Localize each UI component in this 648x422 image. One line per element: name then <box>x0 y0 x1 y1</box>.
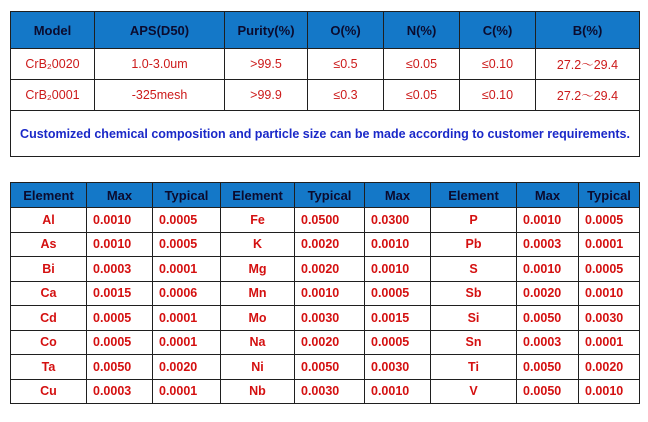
value-cell: 0.0020 <box>153 355 221 380</box>
spec-cell: ≤0.05 <box>384 49 460 80</box>
impurity-row <box>11 355 640 380</box>
element-cell: As <box>11 232 87 257</box>
value-cell: 0.0001 <box>153 379 221 404</box>
impurity-row <box>11 257 640 282</box>
element-cell: Mn <box>221 281 295 306</box>
value-cell: 0.0005 <box>87 330 153 355</box>
element-cell: Ni <box>221 355 295 380</box>
impurity-header-cell: Typical <box>295 183 365 208</box>
impurity-header-cell: Max <box>365 183 431 208</box>
impurity-table <box>10 182 640 404</box>
element-cell: Mg <box>221 257 295 282</box>
value-cell: 0.0500 <box>295 208 365 233</box>
spec-header-row <box>11 12 640 49</box>
value-cell: 0.0010 <box>517 208 579 233</box>
impurity-header-cell: Element <box>431 183 517 208</box>
impurity-row <box>11 379 640 404</box>
spec-cell: >99.5 <box>225 49 308 80</box>
value-cell: 0.0020 <box>295 232 365 257</box>
value-cell: 0.0030 <box>579 306 640 331</box>
spec-row <box>11 49 640 80</box>
element-cell: P <box>431 208 517 233</box>
value-cell: 0.0010 <box>295 281 365 306</box>
value-cell: 0.0050 <box>517 355 579 380</box>
value-cell: 0.0010 <box>365 379 431 404</box>
impurity-row <box>11 232 640 257</box>
spec-cell: CrB₂0001 <box>11 80 95 111</box>
value-cell: 0.0003 <box>87 379 153 404</box>
element-cell: Ti <box>431 355 517 380</box>
spec-cell: >99.9 <box>225 80 308 111</box>
spec-cell: 1.0-3.0um <box>95 49 225 80</box>
impurity-header-cell: Element <box>221 183 295 208</box>
impurity-row <box>11 208 640 233</box>
value-cell: 0.0010 <box>579 379 640 404</box>
impurity-header-cell: Element <box>11 183 87 208</box>
spec-header-cell: Model <box>11 12 95 49</box>
value-cell: 0.0005 <box>365 330 431 355</box>
spec-cell: CrB₂0020 <box>11 49 95 80</box>
value-cell: 0.0001 <box>153 257 221 282</box>
element-cell: Sb <box>431 281 517 306</box>
value-cell: 0.0010 <box>579 281 640 306</box>
element-cell: Si <box>431 306 517 331</box>
spec-note-row <box>11 111 640 157</box>
element-cell: V <box>431 379 517 404</box>
element-cell: Sn <box>431 330 517 355</box>
spec-row <box>11 80 640 111</box>
element-cell: Ta <box>11 355 87 380</box>
value-cell: 0.0020 <box>295 257 365 282</box>
spec-cell: 27.2～29.4 <box>536 49 640 80</box>
value-cell: 0.0006 <box>153 281 221 306</box>
impurity-header-row <box>11 183 640 208</box>
element-cell: Cu <box>11 379 87 404</box>
value-cell: 0.0050 <box>295 355 365 380</box>
value-cell: 0.0001 <box>579 330 640 355</box>
spec-cell: ≤0.10 <box>460 49 536 80</box>
value-cell: 0.0005 <box>579 208 640 233</box>
value-cell: 0.0005 <box>87 306 153 331</box>
value-cell: 0.0001 <box>579 232 640 257</box>
element-cell: Bi <box>11 257 87 282</box>
value-cell: 0.0010 <box>87 232 153 257</box>
spec-cell: ≤0.10 <box>460 80 536 111</box>
element-cell: Cd <box>11 306 87 331</box>
value-cell: 0.0050 <box>87 355 153 380</box>
spec-header-cell: N(%) <box>384 12 460 49</box>
spec-table <box>10 11 640 157</box>
element-cell: Nb <box>221 379 295 404</box>
element-cell: Mo <box>221 306 295 331</box>
element-cell: Co <box>11 330 87 355</box>
spec-header-cell: O(%) <box>308 12 384 49</box>
value-cell: 0.0010 <box>365 232 431 257</box>
spec-cell: ≤0.3 <box>308 80 384 111</box>
spec-header-cell: Purity(%) <box>225 12 308 49</box>
value-cell: 0.0005 <box>579 257 640 282</box>
impurity-row <box>11 330 640 355</box>
element-cell: Pb <box>431 232 517 257</box>
value-cell: 0.0020 <box>517 281 579 306</box>
value-cell: 0.0001 <box>153 306 221 331</box>
impurity-header-cell: Typical <box>579 183 640 208</box>
spec-cell: ≤0.5 <box>308 49 384 80</box>
element-cell: K <box>221 232 295 257</box>
element-cell: S <box>431 257 517 282</box>
value-cell: 0.0003 <box>517 232 579 257</box>
value-cell: 0.0005 <box>153 208 221 233</box>
value-cell: 0.0010 <box>365 257 431 282</box>
element-cell: Fe <box>221 208 295 233</box>
value-cell: 0.0300 <box>365 208 431 233</box>
value-cell: 0.0003 <box>87 257 153 282</box>
customization-note: Customized chemical composition and particle size can be made according to customer requirements. <box>11 111 640 157</box>
impurity-header-cell: Max <box>517 183 579 208</box>
value-cell: 0.0020 <box>579 355 640 380</box>
spec-cell: -325mesh <box>95 80 225 111</box>
element-cell: Na <box>221 330 295 355</box>
value-cell: 0.0030 <box>295 306 365 331</box>
value-cell: 0.0050 <box>517 379 579 404</box>
element-cell: Ca <box>11 281 87 306</box>
impurity-header-cell: Max <box>87 183 153 208</box>
value-cell: 0.0005 <box>153 232 221 257</box>
spec-cell: 27.2～29.4 <box>536 80 640 111</box>
value-cell: 0.0015 <box>87 281 153 306</box>
value-cell: 0.0020 <box>295 330 365 355</box>
value-cell: 0.0010 <box>517 257 579 282</box>
value-cell: 0.0010 <box>87 208 153 233</box>
value-cell: 0.0030 <box>295 379 365 404</box>
impurity-row <box>11 306 640 331</box>
spec-header-cell: C(%) <box>460 12 536 49</box>
value-cell: 0.0015 <box>365 306 431 331</box>
value-cell: 0.0005 <box>365 281 431 306</box>
value-cell: 0.0003 <box>517 330 579 355</box>
value-cell: 0.0001 <box>153 330 221 355</box>
value-cell: 0.0050 <box>517 306 579 331</box>
spec-cell: ≤0.05 <box>384 80 460 111</box>
spec-header-cell: B(%) <box>536 12 640 49</box>
spec-header-cell: APS(D50) <box>95 12 225 49</box>
value-cell: 0.0030 <box>365 355 431 380</box>
impurity-header-cell: Typical <box>153 183 221 208</box>
element-cell: Al <box>11 208 87 233</box>
impurity-row <box>11 281 640 306</box>
